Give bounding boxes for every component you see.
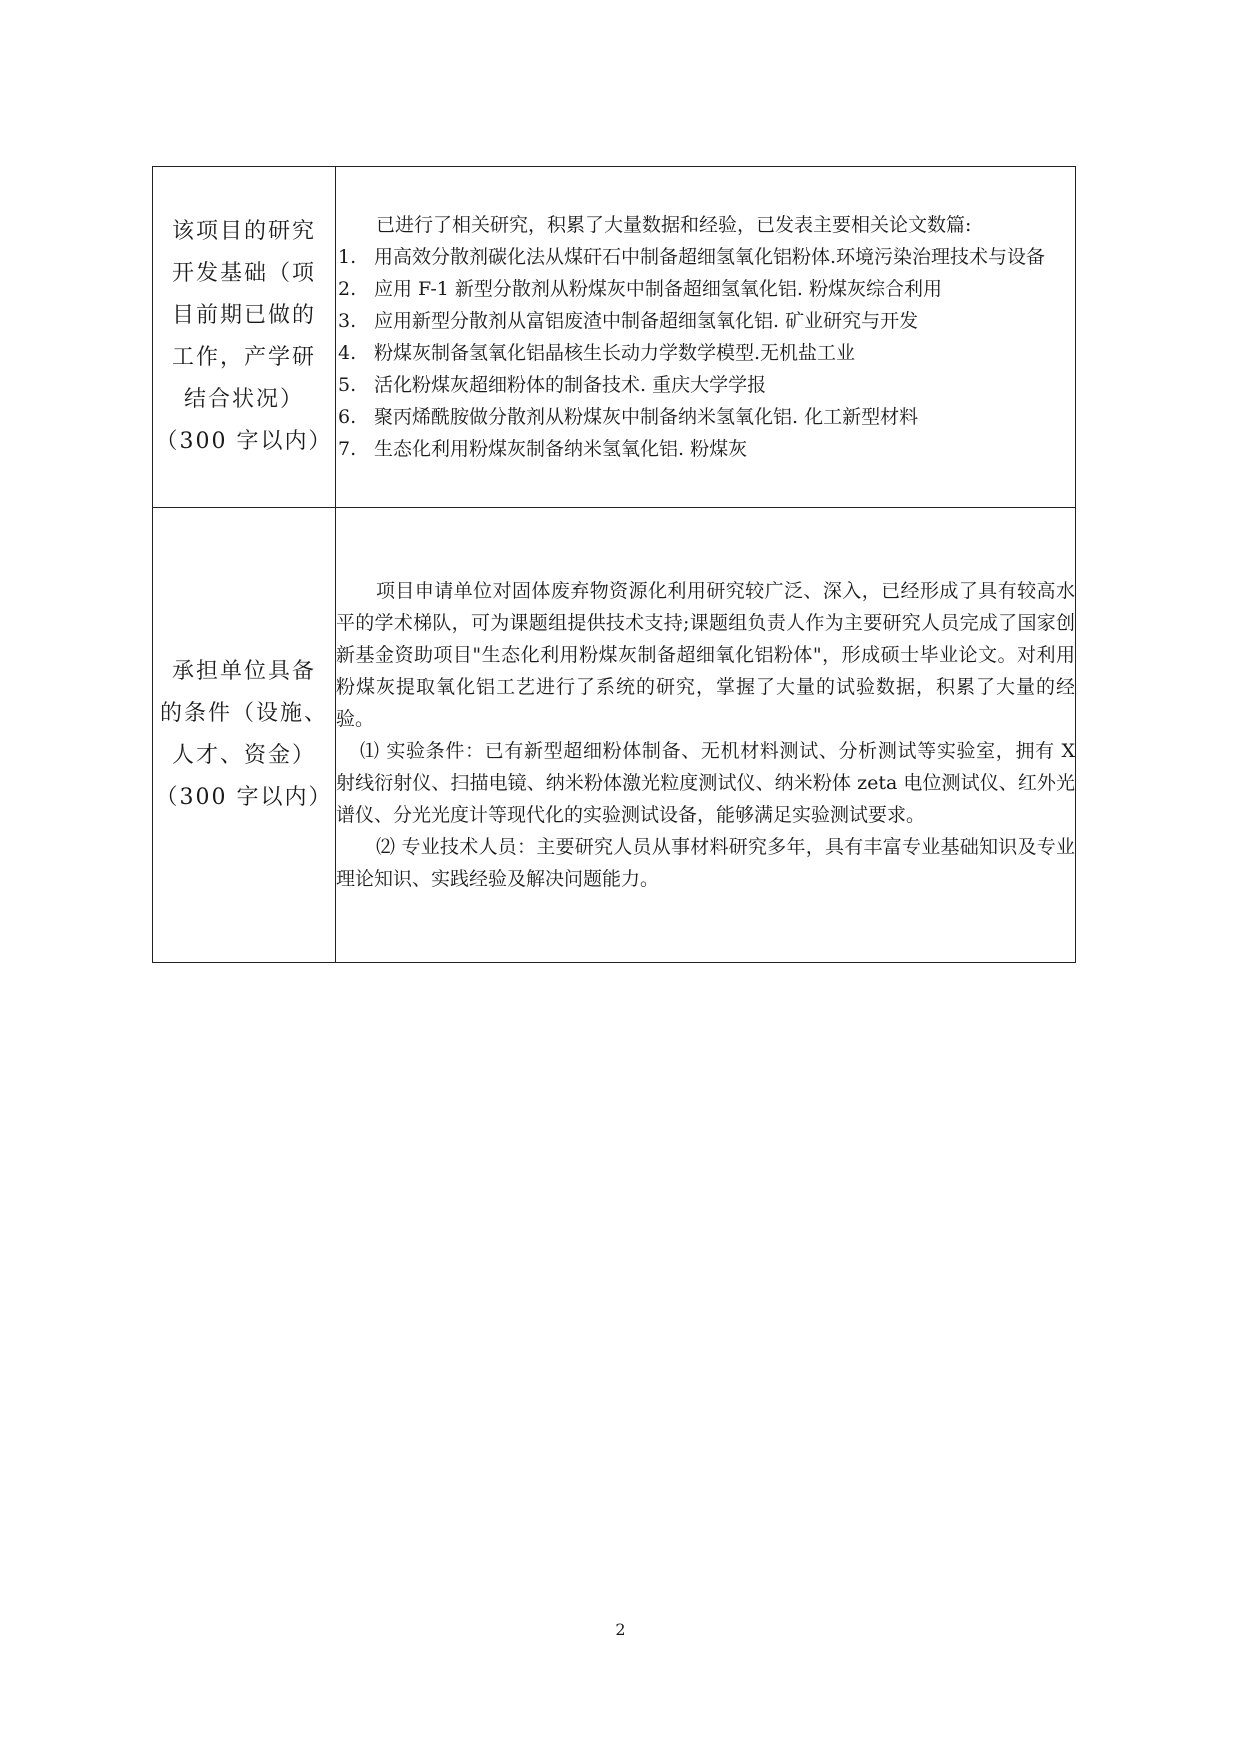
list-item [336,433,1075,465]
list-item [336,273,1075,305]
table-row-research-basis [153,167,1076,508]
paper-list [336,241,1075,465]
label-line: 结合状况） [183,387,304,412]
label-line: （300 字以内） [155,785,333,810]
item-text: 生态化利用粉煤灰制备纳米氢氧化铝. 粉煤灰 [374,438,748,460]
item-number: 7. [338,438,357,460]
label-line: 的条件（设施、 [159,701,328,726]
item-number: 2. [338,278,357,300]
label-line: （300 字以内） [155,429,333,454]
content-cell-unit-conditions [336,508,1076,963]
content-cell-research-basis [336,167,1076,508]
item-text: 应用 F-1 新型分散剂从粉煤灰中制备超细氢氧化铝. 粉煤灰综合利用 [374,278,942,300]
item-number: 4. [338,342,357,364]
form-table [152,166,1076,963]
list-item [336,369,1075,401]
label-cell-unit-conditions [153,508,336,963]
item-number: 5. [338,374,357,396]
list-item [336,337,1075,369]
label-line: 目前期已做的 [171,303,316,328]
item-text: 聚丙烯酰胺做分散剂从粉煤灰中制备纳米氢氧化铝. 化工新型材料 [374,406,919,428]
label-line: 承担单位具备 [171,659,316,684]
list-item [336,305,1075,337]
item-number: 3. [338,310,357,332]
list-item [336,401,1075,433]
item-text: 用高效分散剂碳化法从煤矸石中制备超细氢氧化铝粉体.环境污染治理技术与设备 [374,246,1046,268]
item-text: 应用新型分散剂从富铝废渣中制备超细氢氧化铝. 矿业研究与开发 [374,310,919,332]
item-number: 6. [338,406,357,428]
paragraph-lab-conditions: ⑴ 实验条件：已有新型超细粉体制备、无机材料测试、分析测试等实验室，拥有 X 射线衍射仪、扫描电镜、纳米粉体激光粒度测试仪、纳米粉体 zeta 电位测试仪、红外光谱仪、分光光度计等现代化的实验测试设备，能够满足实验测试要求。 [336,740,1075,826]
list-item [336,241,1075,273]
table-row-unit-conditions [153,508,1076,963]
item-number: 1. [338,246,357,268]
item-text: 粉煤灰制备氢氧化铝晶核生长动力学数学模型.无机盐工业 [374,342,856,364]
label-line: 人才、资金） [171,743,316,768]
label-line: 工作，产学研 [171,345,316,370]
label-line: 该项目的研究 [171,219,316,244]
paragraph-overview: 项目申请单位对固体废弃物资源化利用研究较广泛、深入，已经形成了具有较高水平的学术梯队，可为课题组提供技术支持;课题组负责人作为主要研究人员完成了国家创新基金资助项目"生态化利用粉煤灰制备超细氧化铝粉体"，形成硕士毕业论文。对利用粉煤灰提取氧化铝工艺进行了系统的研究，掌握了大量的试验数据，积累了大量的经验。 [336,580,1075,730]
intro-text: 已进行了相关研究，积累了大量数据和经验，已发表主要相关论文数篇: [376,214,972,236]
label-line: 开发基础（项 [171,261,316,286]
paragraph-technical-staff: ⑵ 专业技术人员：主要研究人员从事材料研究多年，具有丰富专业基础知识及专业理论知识、实践经验及解决问题能力。 [336,836,1075,890]
page-number: 2 [615,1620,626,1639]
label-cell-research-basis [153,167,336,508]
item-text: 活化粉煤灰超细粉体的制备技术. 重庆大学学报 [374,374,767,396]
